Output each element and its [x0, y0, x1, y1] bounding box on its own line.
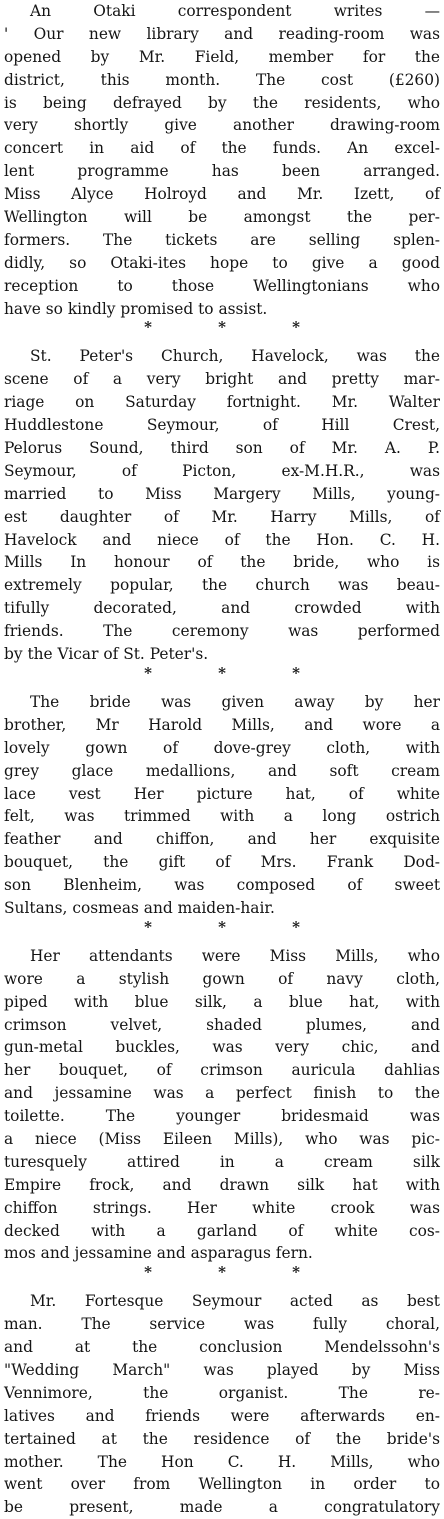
separator-star: * — [292, 917, 300, 936]
text-line: extremely popular, the church was beau- — [4, 576, 440, 595]
text-line: by the Vicar of St. Peter's. — [4, 645, 209, 664]
article-paragraph — [4, 345, 440, 665]
text-line: friends. The ceremony was performed — [4, 622, 440, 641]
text-line: felt, was trimmed with a long ostrich — [4, 807, 440, 826]
text-line: ' Our new library and reading-room was — [4, 24, 440, 43]
text-line: An Otaki correspondent writes — — [30, 2, 440, 20]
text-line: lace vest Her picture hat, of white — [4, 784, 440, 803]
text-line: have so kindly promised to assist. — [4, 299, 268, 318]
text-line: mother. The Hon C. H. Mills, who — [4, 1452, 440, 1471]
text-line: married to Miss Margery Mills, young- — [4, 484, 440, 503]
text-line: her bouquet, of crimson auricula dahlias — [4, 1061, 440, 1080]
text-line: mos and jessamine and asparagus fern. — [4, 1244, 313, 1263]
text-line: district, this month. The cost (£260) — [4, 70, 440, 89]
text-line: concert in aid of the funds. An excel- — [4, 139, 440, 158]
text-line: toilette. The younger bridesmaid was — [4, 1107, 440, 1126]
text-line: opened by Mr. Field, member for the — [4, 47, 440, 66]
text-line: Mills In honour of the bride, who is — [4, 553, 440, 572]
text-line: and jessamine was a perfect finish to the — [4, 1084, 440, 1103]
text-line: reception to those Wellingtonians who — [4, 276, 440, 295]
text-line: Huddlestone Seymour, of Hill Crest, — [4, 416, 440, 435]
text-line: gun-metal buckles, was very chic, and — [4, 1038, 440, 1057]
text-line: tertained at the residence of the bride's — [4, 1429, 440, 1448]
separator-star: * — [144, 917, 152, 936]
text-line: grey glace medallions, and soft cream — [4, 761, 440, 780]
separator-star: * — [292, 1263, 300, 1282]
text-line: formers. The tickets are selling splen- — [4, 230, 440, 249]
text-line: didly, so Otaki-ites hope to give a good — [4, 253, 440, 272]
text-line: son Blenheim, was composed of sweet — [4, 876, 440, 895]
text-line: a niece (Miss Eileen Mills), who was pic- — [4, 1129, 440, 1148]
text-line: "Wedding March" was played by Miss — [4, 1360, 440, 1379]
text-line: Miss Alyce Holroyd and Mr. Izett, of — [4, 185, 440, 204]
article-body — [4, 0, 440, 1519]
text-line: piped with blue silk, a blue hat, with — [4, 992, 440, 1011]
text-line: wore a stylish gown of navy cloth, — [4, 969, 440, 988]
text-line: chiffon strings. Her white crook was — [4, 1198, 440, 1217]
section-separator — [4, 1263, 440, 1282]
text-line: went over from Wellington in order to — [4, 1475, 440, 1494]
text-line: scene of a very bright and pretty mar- — [4, 370, 440, 389]
text-line: turesquely attired in a cream silk — [4, 1152, 440, 1171]
section-separator — [4, 663, 440, 683]
text-line: The bride was given away by her — [30, 692, 440, 711]
separator-star: * — [144, 1263, 152, 1282]
text-line: man. The service was fully choral, — [4, 1315, 440, 1334]
text-line: Vennimore, the organist. The re- — [4, 1383, 440, 1402]
separator-star: * — [218, 917, 226, 936]
newspaper-column — [4, 0, 440, 1517]
separator-star: * — [144, 663, 152, 682]
separator-star: * — [144, 318, 152, 337]
text-line: lent programme has been arranged. — [4, 162, 440, 181]
text-line: be present, made a congratulatory — [4, 1498, 440, 1517]
text-line: Mr. Fortesque Seymour acted as best — [30, 1292, 440, 1311]
text-line: Seymour, of Picton, ex-M.H.R., was — [4, 461, 440, 480]
article-paragraph — [4, 945, 440, 1265]
text-line: Her attendants were Miss Mills, who — [30, 946, 440, 965]
text-line: Pelorus Sound, third son of Mr. A. P. — [4, 439, 440, 458]
text-line: Empire frock, and drawn silk hat with — [4, 1175, 440, 1194]
text-line: very shortly give another drawing-room — [4, 116, 440, 135]
text-line: feather and chiffon, and her exquisite — [4, 830, 440, 849]
section-separator — [4, 917, 440, 937]
text-line: latives and friends were afterwards en- — [4, 1406, 440, 1425]
text-line: is being defrayed by the residents, who — [4, 93, 440, 112]
text-line: crimson velvet, shaded plumes, and — [4, 1015, 440, 1034]
section-separator — [4, 318, 440, 337]
separator-star: * — [218, 1263, 226, 1282]
text-line: tifully decorated, and crowded with — [4, 599, 440, 618]
text-line: Wellington will be amongst the per- — [4, 208, 440, 227]
separator-star: * — [292, 663, 300, 682]
separator-star: * — [218, 663, 226, 682]
article-paragraph — [4, 0, 440, 320]
text-line: and at the conclusion Mendelssohn's — [4, 1338, 440, 1357]
text-line: decked with a garland of white cos- — [4, 1221, 440, 1240]
text-line: bouquet, the gift of Mrs. Frank Dod- — [4, 853, 440, 872]
text-line: Havelock and niece of the Hon. C. H. — [4, 530, 440, 549]
text-line: brother, Mr Harold Mills, and wore a — [4, 715, 440, 734]
text-line: Sultans, cosmeas and maiden-hair. — [4, 898, 275, 917]
article-paragraph — [4, 1290, 440, 1519]
text-line: est daughter of Mr. Harry Mills, of — [4, 507, 440, 526]
text-line: St. Peter's Church, Havelock, was the — [30, 347, 440, 366]
text-line: lovely gown of dove-grey cloth, with — [4, 738, 440, 757]
separator-star: * — [218, 318, 226, 337]
article-paragraph — [4, 691, 440, 920]
text-line: riage on Saturday fortnight. Mr. Walter — [4, 393, 440, 412]
separator-star: * — [292, 318, 300, 337]
